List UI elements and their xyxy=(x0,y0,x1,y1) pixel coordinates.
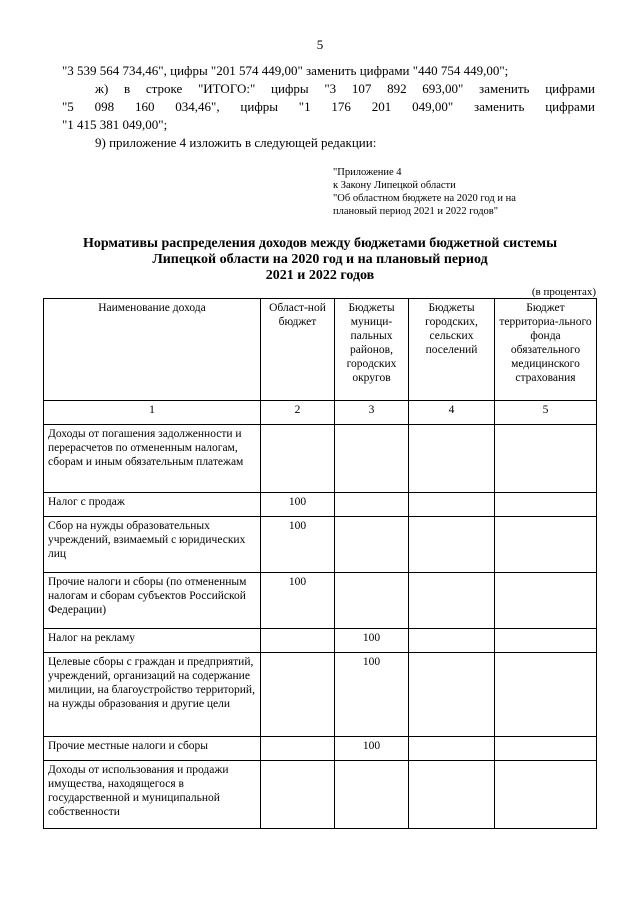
table-row xyxy=(44,517,597,573)
intro-line-3: "5 098 160 034,46", цифры "1 176 201 049,00" заменить цифрами xyxy=(62,99,595,114)
medical-fund-share xyxy=(495,761,597,829)
municipal-share xyxy=(335,493,409,517)
header-row xyxy=(44,299,597,401)
regional-share: 100 xyxy=(261,573,335,629)
settlement-share xyxy=(409,425,495,493)
page-number: 5 xyxy=(316,37,324,52)
column-number: 2 xyxy=(261,401,335,425)
municipal-share xyxy=(335,517,409,573)
municipal-share xyxy=(335,573,409,629)
title-line-2: Липецкой области на 2020 год и на плановый период xyxy=(152,252,488,267)
appendix-line-2: к Закону Липецкой области xyxy=(333,180,456,191)
table-row xyxy=(44,629,597,653)
table-row xyxy=(44,737,597,761)
municipal-share: 100 xyxy=(335,737,409,761)
settlement-share xyxy=(409,493,495,517)
income-name: Налог с продаж xyxy=(44,493,261,517)
table-row xyxy=(44,761,597,829)
header-regional-budget: Област-ной бюджет xyxy=(261,299,335,401)
regional-share: 100 xyxy=(261,517,335,573)
municipal-share xyxy=(335,425,409,493)
medical-fund-share xyxy=(495,493,597,517)
medical-fund-share xyxy=(495,573,597,629)
appendix-line-1: "Приложение 4 xyxy=(333,167,402,178)
medical-fund-share xyxy=(495,425,597,493)
income-name: Доходы от использования и продажи имущества, находящегося в государственной и муниципальной собственности xyxy=(44,761,261,829)
appendix-heading xyxy=(333,166,516,218)
medical-fund-share xyxy=(495,653,597,737)
municipal-share: 100 xyxy=(335,653,409,737)
table-row xyxy=(44,493,597,517)
table-row xyxy=(44,653,597,737)
regional-share xyxy=(261,761,335,829)
settlement-share xyxy=(409,737,495,761)
settlement-share xyxy=(409,761,495,829)
distribution-table xyxy=(43,298,597,829)
column-number: 5 xyxy=(495,401,597,425)
regional-share: 100 xyxy=(261,493,335,517)
header-settlement-budgets: Бюджеты городских, сельских поселений xyxy=(409,299,495,401)
settlement-share xyxy=(409,629,495,653)
settlement-share xyxy=(409,517,495,573)
income-name: Прочие местные налоги и сборы xyxy=(44,737,261,761)
column-number-row xyxy=(44,401,597,425)
settlement-share xyxy=(409,653,495,737)
intro-line-5: 9) приложение 4 изложить в следующей редакции: xyxy=(95,135,377,150)
table-row xyxy=(44,573,597,629)
income-name: Доходы от погашения задолженности и перерасчетов по отмененным налогам, сборам и иным обязательным платежам xyxy=(44,425,261,493)
title-line-3: 2021 и 2022 годов xyxy=(265,268,375,283)
income-name: Сбор на нужды образовательных учреждений, взимаемый с юридических лиц xyxy=(44,517,261,573)
income-name: Налог на рекламу xyxy=(44,629,261,653)
header-medical-fund-budget: Бюджет территориа-льного фонда обязательного медицинского страхования xyxy=(495,299,597,401)
settlement-share xyxy=(409,573,495,629)
units-note: (в процентах) xyxy=(531,286,596,298)
medical-fund-share xyxy=(495,737,597,761)
header-municipal-budgets: Бюджеты муници-пальных районов, городских округов xyxy=(335,299,409,401)
regional-share xyxy=(261,653,335,737)
title-line-1: Нормативы распределения доходов между бюджетами бюджетной системы xyxy=(82,236,558,251)
medical-fund-share xyxy=(495,629,597,653)
column-number: 4 xyxy=(409,401,495,425)
table-row xyxy=(44,425,597,493)
intro-line-2: ж) в строке "ИТОГО:" цифры "3 107 892 693,00" заменить цифрами xyxy=(95,81,595,96)
medical-fund-share xyxy=(495,517,597,573)
appendix-line-4: плановый период 2021 и 2022 годов" xyxy=(333,206,499,217)
income-name: Прочие налоги и сборы (по отмененным налогам и сборам субъектов Российской Федерации) xyxy=(44,573,261,629)
column-number: 3 xyxy=(335,401,409,425)
income-name: Целевые сборы с граждан и предприятий, учреждений, организаций на содержание милиции, на благоустройство территорий, на нужды образования и другие цели xyxy=(44,653,261,737)
municipal-share xyxy=(335,761,409,829)
intro-line-1: "3 539 564 734,46", цифры "201 574 449,00" заменить цифрами "440 754 449,00"; xyxy=(62,63,509,78)
regional-share xyxy=(261,425,335,493)
regional-share xyxy=(261,629,335,653)
header-income-name: Наименование дохода xyxy=(44,299,261,401)
column-number: 1 xyxy=(44,401,261,425)
regional-share xyxy=(261,737,335,761)
document-title xyxy=(40,236,600,284)
municipal-share: 100 xyxy=(335,629,409,653)
intro-line-4: "1 415 381 049,00"; xyxy=(62,117,168,132)
appendix-line-3: "Об областном бюджете на 2020 год и на xyxy=(333,193,516,204)
